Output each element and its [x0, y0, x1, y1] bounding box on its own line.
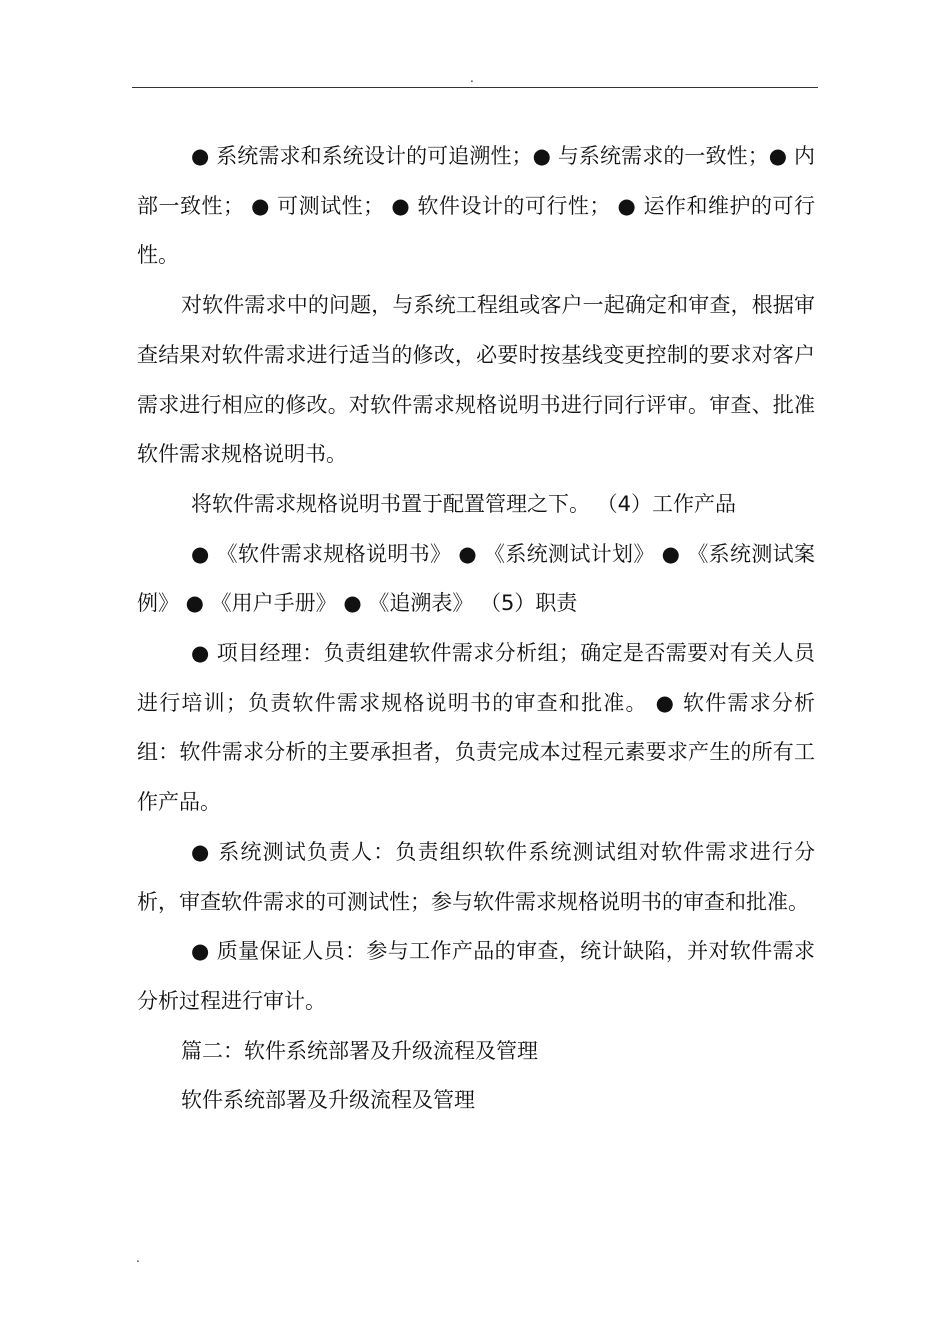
paragraph-test-lead: ● 系统测试负责人：负责组织软件系统测试组对软件需求进行分析，审查软件需求的可测试性；参与软件需求规格说明书的审查和批准。 — [137, 839, 815, 914]
footer-mark: . — [136, 1251, 140, 1265]
paragraph-review-issues: 对软件需求中的问题，与系统工程组或客户一起确定和审查，根据审查结果对软件需求进行适当的修改，必要时按基线变更控制的要求对客户需求进行相应的修改。对软件需求规格说明书进行同行评审。审查、批准软件需求规格说明书。 — [137, 293, 815, 467]
paragraph-review-criteria: ● 系统需求和系统设计的可追溯性；● 与系统需求的一致性；● 内部一致性； ● 可测试性； ● 软件设计的可行性； ● 运作和维护的可行性。 — [137, 144, 815, 268]
section-title: 软件系统部署及升级流程及管理 — [181, 1088, 475, 1113]
paragraph-project-manager: ● 项目经理：负责组建软件需求分析组；确定是否需要对有关人员进行培训；负责软件需求规格说明书的审查和批准。 ● 软件需求分析组：软件需求分析的主要承担者，负责完成本过程元素要求产生的所有工作产品。 — [137, 641, 815, 815]
header-mark: . — [470, 71, 474, 85]
section-heading-part-two: 篇二：软件系统部署及升级流程及管理 — [181, 1038, 538, 1063]
paragraph-qa-staff: ● 质量保证人员：参与工作产品的审查，统计缺陷，并对软件需求分析过程进行审计。 — [137, 939, 815, 1013]
document-body — [137, 132, 815, 1126]
header-rule — [132, 87, 818, 88]
paragraph-config-management: 将软件需求规格说明书置于配置管理之下。 （4）工作产品 — [191, 491, 737, 516]
paragraph-work-products: ● 《软件需求规格说明书》 ● 《系统测试计划》 ● 《系统测试案例》 ● 《用户手册》 ● 《追溯表》 （5）职责 — [137, 541, 815, 616]
